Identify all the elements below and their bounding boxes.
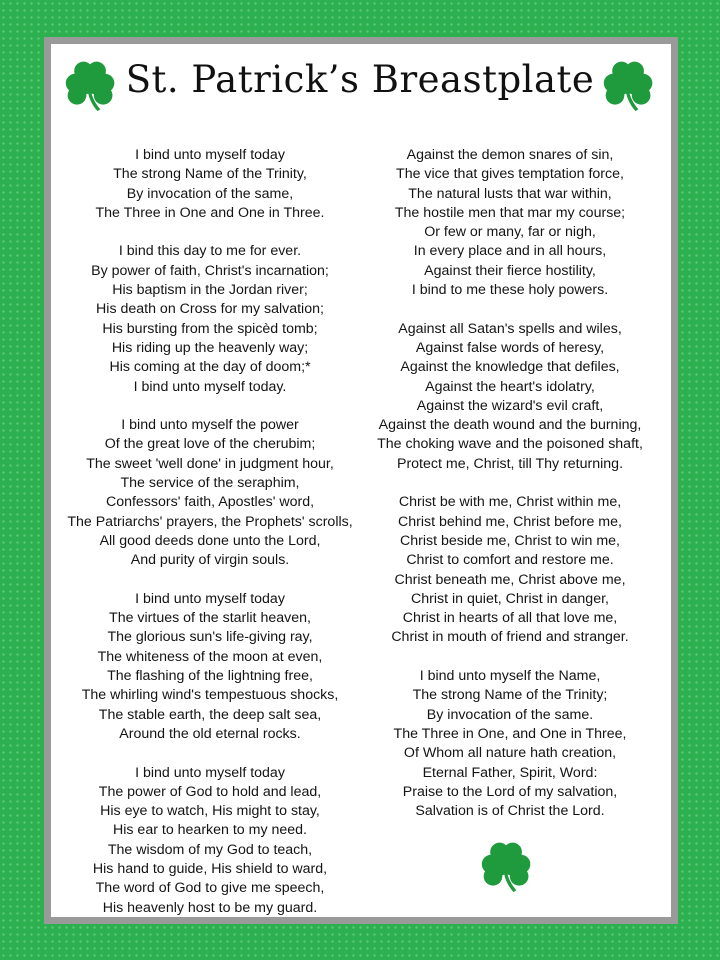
poem-line: His ear to hearken to my need. (113, 822, 307, 839)
poem-line: And purity of virgin souls. (130, 552, 290, 569)
poem-line: The flashing of the lightning free, (107, 668, 313, 685)
stanza (44, 416, 376, 570)
poem-line: His death on Cross for my salvation; (96, 301, 324, 318)
poem-line: The virtues of the starlit heaven, (109, 610, 311, 627)
poem-line: Against the demon snares of sin, (406, 147, 614, 163)
poem-line: Or few or many, far or nigh, (424, 224, 596, 241)
poem-line: Christ beside me, Christ to win me, (400, 532, 620, 549)
poem-line: His heavenly host to be my guard. (102, 899, 318, 916)
poem-line: Around the old eternal rocks. (119, 725, 301, 742)
poem-line: Christ in quiet, Christ in danger, (411, 590, 609, 607)
poem-line: Christ be with me, Christ within me, (398, 494, 622, 511)
poem-line: Against the wizard's evil craft, (416, 397, 604, 414)
poem-line: The strong Name of the Trinity; (412, 687, 608, 704)
poem-line: The whirling wind's tempestuous shocks, (81, 687, 339, 704)
poem-line: The natural lusts that war within, (408, 185, 612, 202)
poem-line: Confessors' faith, Apostles' word, (105, 494, 315, 511)
poem-line: The service of the seraphim, (120, 475, 300, 492)
poem-line: In every place and in all hours, (413, 243, 607, 260)
stanza (44, 764, 376, 918)
poem-left-column (44, 146, 376, 937)
poem-line: The Patriarchs' prayers, the Prophets' scrolls, (67, 513, 353, 530)
poem-line: Eternal Father, Spirit, Word: (422, 764, 598, 781)
poem-line: The wisdom of my God to teach, (107, 841, 313, 858)
poem-line: The stable earth, the deep salt sea, (98, 706, 322, 723)
stanza (44, 590, 376, 744)
poem-line: Praise to the Lord of my salvation, (402, 783, 618, 800)
poem-line: I bind unto myself today. (133, 378, 287, 395)
poem-line: I bind this day to me for ever. (118, 243, 302, 260)
poem-line: His coming at the day of doom;* (109, 359, 311, 376)
poem-line: Against their fierce hostility, (424, 262, 596, 279)
poem-line: The Three in One, and One in Three, (393, 725, 627, 742)
poem-line: His riding up the heavenly way; (111, 339, 309, 356)
poem-line: Protect me, Christ, till Thy returning. (396, 455, 624, 472)
poem-line: I bind unto myself the power (121, 417, 299, 434)
poem-line: The whiteness of the moon at even, (97, 648, 323, 665)
poem-line: Salvation is of Christ the Lord. (415, 803, 605, 820)
stanza (44, 242, 376, 396)
poem-line: The vice that gives temptation force, (396, 166, 624, 183)
poem-line: The Three in One and One in Three. (95, 204, 325, 221)
poem-line: The hostile men that mar my course; (394, 204, 626, 221)
shamrock-icon (478, 838, 536, 894)
poem-line: Against the heart's idolatry, (425, 378, 595, 395)
poem-line: Christ to comfort and restore me. (406, 552, 614, 569)
poem-right-column (348, 146, 672, 841)
poem-line: Of the great love of the cherubim; (104, 436, 316, 453)
stanza (348, 320, 672, 474)
poem-line: I bind unto myself today (135, 147, 285, 163)
stanza (348, 493, 672, 647)
poem-line: I bind to me these holy powers. (411, 282, 609, 299)
poem-line: Christ in hearts of all that love me, (402, 610, 618, 627)
page-title: St. Patrick’s Breastplate (125, 58, 595, 101)
poem-line: I bind unto myself today (135, 590, 285, 607)
poem-line: Of Whom all nature hath creation, (403, 745, 617, 762)
poem-line: His eye to watch, His might to stay, (100, 803, 320, 820)
poem-line: Against the knowledge that defiles, (400, 359, 620, 376)
poem-line: I bind unto myself today (135, 764, 285, 781)
poem-line: His baptism in the Jordan river; (112, 282, 308, 299)
poem-line: The sweet 'well done' in judgment hour, (86, 455, 334, 472)
poem-line: By invocation of the same. (426, 706, 594, 723)
poem-line: Christ in mouth of friend and stranger. (391, 629, 629, 646)
poem-line: The strong Name of the Trinity, (113, 166, 307, 183)
poem-line: His hand to guide, His shield to ward, (92, 860, 328, 877)
poem-line: His bursting from the spicèd tomb; (102, 320, 318, 337)
poem-line: By power of faith, Christ's incarnation; (91, 262, 329, 279)
poem-line: I bind unto myself the Name, (419, 668, 601, 685)
poem-line: Against the death wound and the burning, (378, 417, 642, 434)
poem-line: Christ beneath me, Christ above me, (394, 571, 626, 588)
poem-line: All good deeds done unto the Lord, (99, 532, 321, 549)
stanza (348, 146, 672, 300)
poem-line: Against false words of heresy, (415, 339, 605, 356)
stanza (348, 667, 672, 821)
stanza (44, 146, 376, 223)
poem-line: The word of God to give me speech, (95, 880, 325, 897)
poem-line: Christ behind me, Christ before me, (398, 513, 622, 530)
poem-line: The power of God to hold and lead, (98, 783, 322, 800)
poem-line: By invocation of the same, (126, 185, 294, 202)
poem-line: The choking wave and the poisoned shaft, (377, 436, 643, 453)
poem-line: The glorious sun's life-giving ray, (107, 629, 313, 646)
poem-line: Against all Satan's spells and wiles, (398, 320, 622, 337)
